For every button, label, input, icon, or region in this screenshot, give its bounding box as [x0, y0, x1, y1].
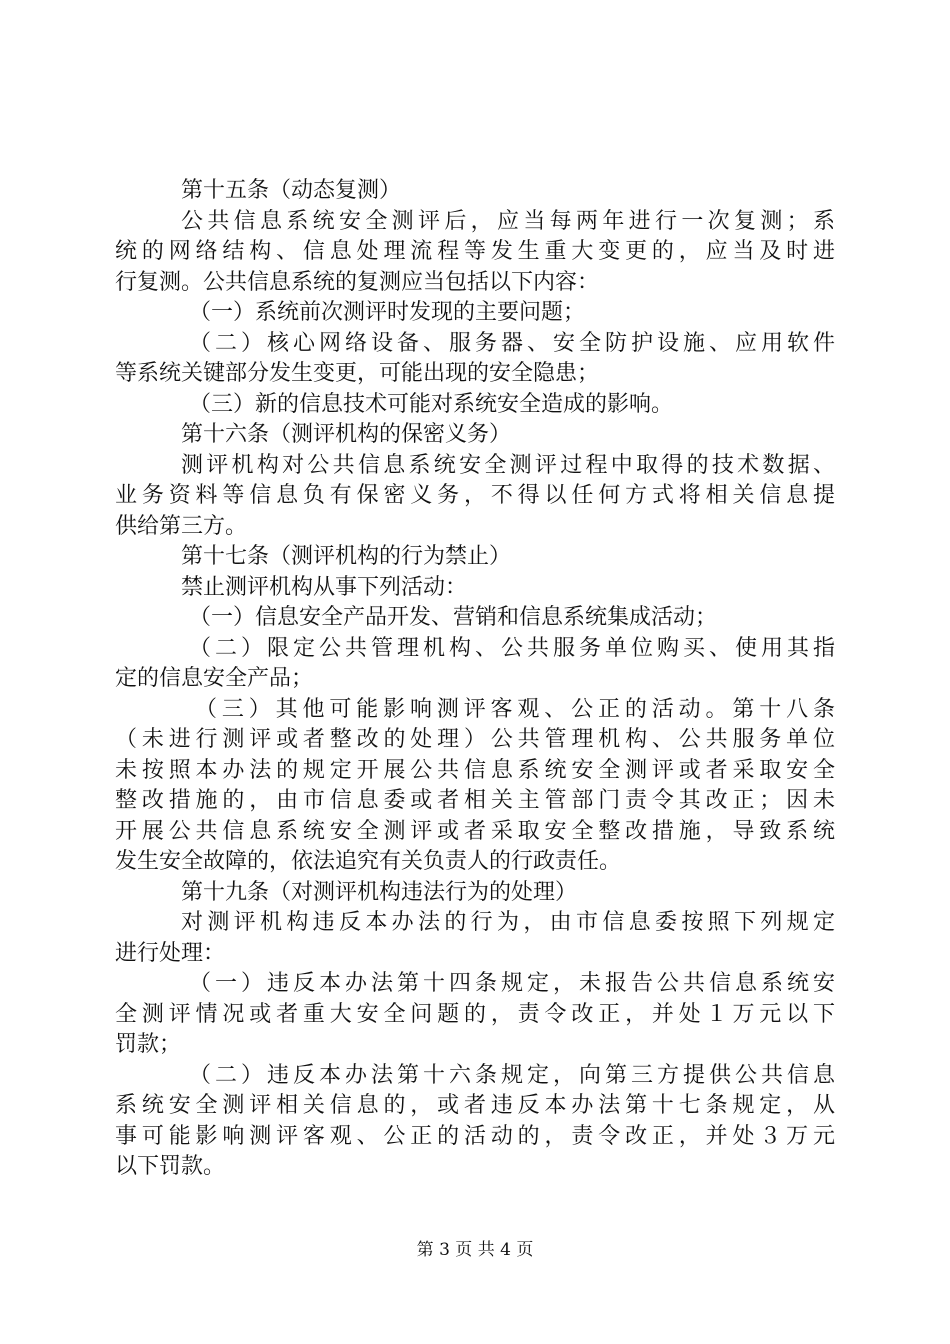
- paragraph-line: 统的网络结构、信息处理流程等发生重大变更的，应当及时进: [115, 239, 835, 264]
- paragraph-line: 全测评情况或者重大安全问题的，责令改正，并处１万元以下: [115, 1001, 835, 1027]
- paragraph-line: 进行处理：: [115, 940, 226, 966]
- list-item: （一）系统前次测评时发现的主要问题；: [189, 300, 586, 325]
- article-heading: 第十七条（测评机构的行为禁止）: [181, 544, 512, 569]
- paragraph-line: 以下罚款。: [115, 1154, 226, 1179]
- paragraph-line: 业务资料等信息负有保密义务，不得以任何方式将相关信息提: [115, 483, 835, 508]
- paragraph-line: 行复测。公共信息系统的复测应当包括以下内容：: [115, 269, 600, 295]
- paragraph-line: 对测评机构违反本办法的行为，由市信息委按照下列规定: [181, 910, 835, 935]
- list-item: （二）违反本办法第十六条规定，向第三方提供公共信息: [189, 1062, 835, 1088]
- article-heading: 第十六条（测评机构的保密义务）: [181, 422, 512, 447]
- paragraph-line: 系统安全测评相关信息的，或者违反本办法第十七条规定，从: [115, 1093, 835, 1118]
- paragraph-line: 供给第三方。: [115, 513, 248, 539]
- list-item: （三）其他可能影响测评客观、公正的活动。第十八条: [195, 696, 835, 722]
- paragraph-line: 测评机构对公共信息系统安全测评过程中取得的技术数据、: [181, 452, 835, 478]
- page-number-footer: 第 3 页 共 4 页: [416, 1240, 534, 1260]
- paragraph-line: 开展公共信息系统安全测评或者采取安全整改措施，导致系统: [115, 818, 835, 844]
- article-heading: 第十九条（对测评机构违法行为的处理）: [181, 879, 578, 905]
- paragraph-line: 发生安全故障的，依法追究有关负责人的行政责任。: [115, 849, 622, 874]
- paragraph-line: 定的信息安全产品；: [115, 666, 314, 691]
- list-item: （二）核心网络设备、服务器、安全防护设施、应用软件: [189, 330, 835, 356]
- paragraph-line: 公共信息系统安全测评后，应当每两年进行一次复测；系: [181, 208, 835, 234]
- paragraph-line: 整改措施的，由市信息委或者相关主管部门责令其改正；因未: [115, 788, 835, 813]
- list-item: （二）限定公共管理机构、公共服务单位购买、使用其指: [189, 635, 835, 661]
- list-item: （三）新的信息技术可能对系统安全造成的影响。: [189, 391, 674, 417]
- paragraph-line: 事可能影响测评客观、公正的活动的，责令改正，并处３万元: [115, 1123, 835, 1149]
- list-item: （一）违反本办法第十四条规定，未报告公共信息系统安: [189, 971, 835, 996]
- paragraph-line: 禁止测评机构从事下列活动：: [181, 574, 468, 600]
- document-body: [115, 176, 835, 1183]
- paragraph-line: 等系统关键部分发生变更，可能出现的安全隐患；: [115, 361, 600, 386]
- paragraph-line: 罚款；: [115, 1032, 182, 1057]
- article-heading: 第十五条（动态复测）: [181, 178, 402, 203]
- paragraph-line: 未按照本办法的规定开展公共信息系统安全测评或者采取安全: [115, 757, 835, 783]
- list-item: （一）信息安全产品开发、营销和信息系统集成活动；: [189, 605, 718, 630]
- paragraph-line: （未进行测评或者整改的处理）公共管理机构、公共服务单位: [115, 727, 835, 752]
